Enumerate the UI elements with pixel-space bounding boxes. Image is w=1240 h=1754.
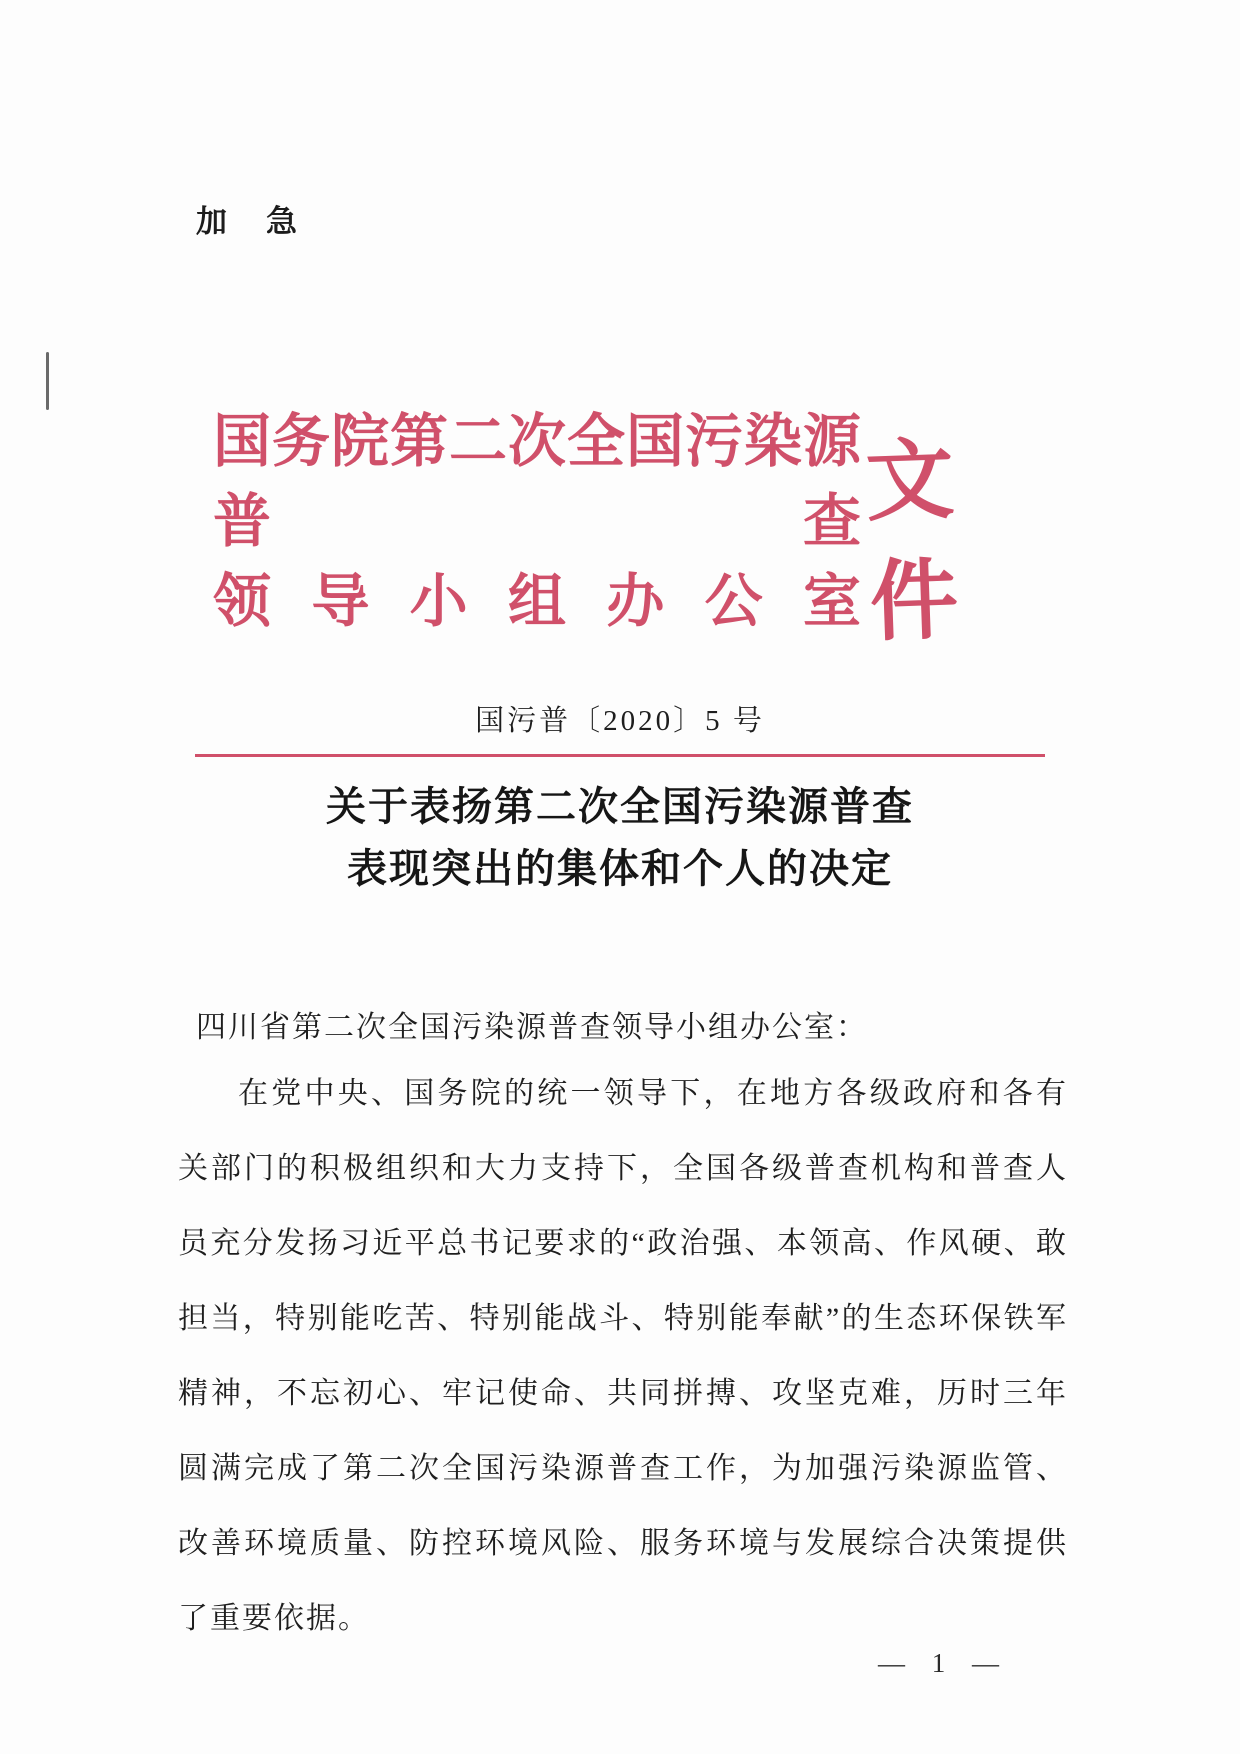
doc-number: 国污普〔2020〕5 号 xyxy=(475,705,765,737)
scan-artifact-line xyxy=(46,352,49,410)
doc-title-line1: 关于表扬第二次全国污染源普查 xyxy=(326,784,914,829)
doc-type-label: 文件 xyxy=(864,432,956,653)
letterhead-org-name xyxy=(213,402,861,642)
doc-title-line2: 表现突出的集体和个人的决定 xyxy=(347,846,893,891)
urgency-label: 加 急 xyxy=(196,204,301,239)
salutation: 四川省第二次全国污染源普查领导小组办公室： xyxy=(196,1011,868,1044)
org-name-line1: 国务院第二次全国污染源普查 xyxy=(213,409,861,554)
body-paragraph: 在党中央、国务院的统一领导下，在地方各级政府和各有关部门的积极组织和大力支持下，全国各级普查机构和普查人员充分发扬习近平总书记要求的“政治强、本领高、作风硬、敢担当，特别能吃苦、特别能战斗、特别能奉献”的生态环保铁军精神，不忘初心、牢记使命、共同拼搏、攻坚克难，历时三年圆满完成了第二次全国污染源普查工作，为加强污染源监管、改善环境质量、防控环境风险、服务环境与发展综合决策提供了重要依据。 xyxy=(178,1077,1068,1635)
red-divider-line xyxy=(195,754,1045,757)
org-name-line2: 领导小组办公室 xyxy=(213,569,861,634)
doc-title xyxy=(0,776,1240,900)
page-number: — 1 — xyxy=(878,1648,1009,1678)
